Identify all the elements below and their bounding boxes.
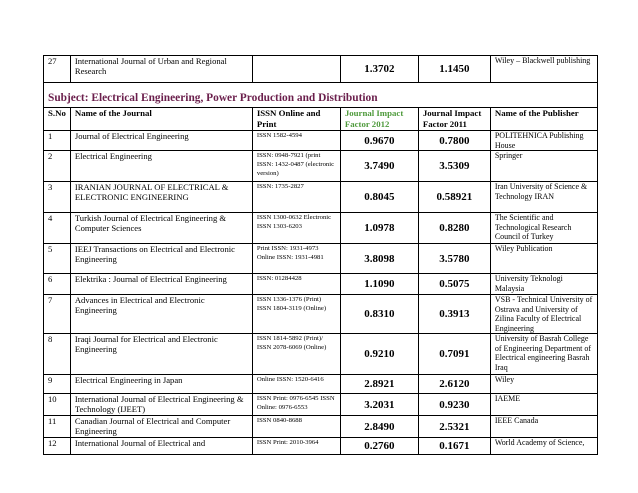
cell-issn [252,56,340,83]
cell-publisher: Iran University of Science & Technology IRAN [490,182,597,213]
cell-impact-2011: 0.7091 [418,334,490,375]
cell-journal-name: International Journal of Electrical Engineering & Technology (IJEET) [70,394,252,416]
cell-publisher: IEEE Canada [490,416,597,438]
cell-impact-2011: 0.1671 [418,438,490,455]
cell-issn: ISSN 0840-8688 [252,416,340,438]
cell-issn: Print ISSN: 1931-4973 Online ISSN: 1931-4981 [252,244,340,274]
cell-impact-2011: 2.5321 [418,416,490,438]
cell-publisher: The Scientific and Technological Research Council of Turkey [490,213,597,244]
cell-journal-name: Advances in Electrical and Electronic Engineering [70,295,252,334]
cell-issn: ISSN Print: 2010-3964 [252,438,340,455]
cell-publisher: VSB - Technical University of Ostrava and University of Zilina Faculty of Electrical Engineering [490,295,597,334]
cell-issn: ISSN 1300-0632 Electronic ISSN 1303-6203 [252,213,340,244]
cell-impact-2012: 2.8490 [340,416,418,438]
cell-publisher: University Teknologi Malaysia [490,274,597,295]
cell-sno: 1 [44,131,71,151]
cell-issn: ISSN 1336-1376 (Print) ISSN 1804-3119 (Online) [252,295,340,334]
cell-issn: ISSN Print: 0976-6545 ISSN Online: 0976-6553 [252,394,340,416]
cell-impact-2012: 1.1090 [340,274,418,295]
cell-impact-2011: 2.6120 [418,375,490,394]
cell-issn: Online ISSN: 1520-6416 [252,375,340,394]
cell-sno: 8 [44,334,71,375]
table-row [44,416,598,438]
cell-journal-name: IEEJ Transactions on Electrical and Electronic Engineering [70,244,252,274]
header-impact-2012: Journal Impact Factor 2012 [340,108,418,131]
cell-journal-name: Canadian Journal of Electrical and Computer Engineering [70,416,252,438]
cell-impact-2012: 3.8098 [340,244,418,274]
table-row [44,274,598,295]
header-publisher: Name of the Publisher [490,108,597,131]
cell-publisher: Wiley [490,375,597,394]
cell-impact-2012: 3.2031 [340,394,418,416]
cell-impact-2012: 3.7490 [340,151,418,182]
cell-impact-2011: 0.5075 [418,274,490,295]
cell-impact-2011: 3.5309 [418,151,490,182]
cell-impact-2011: 3.5780 [418,244,490,274]
cell-journal-name: Electrical Engineering in Japan [70,375,252,394]
cell-issn: ISSN: 0948-7921 (print ISSN: 1432-0487 (electronic version) [252,151,340,182]
cell-sno: 3 [44,182,71,213]
cell-issn: ISSN 1582-4594 [252,131,340,151]
cell-sno: 11 [44,416,71,438]
cell-publisher: Wiley Publication [490,244,597,274]
table-row [44,131,598,151]
subject-row [44,83,598,108]
cell-impact-2012: 0.8045 [340,182,418,213]
cell-impact-2012: 0.2760 [340,438,418,455]
cell-sno: 2 [44,151,71,182]
cell-issn: ISSN: 1735-2827 [252,182,340,213]
cell-journal-name: International Journal of Electrical and [70,438,252,455]
table-row [44,334,598,375]
header-impact-2011: Journal Impact Factor 2011 [418,108,490,131]
cell-impact-2012: 0.9670 [340,131,418,151]
table-row [44,394,598,416]
cell-sno: 5 [44,244,71,274]
cell-issn: ISSN 1814-5892 (Print)/ ISSN 2078-6069 (Online) [252,334,340,375]
cell-sno: 4 [44,213,71,244]
cell-sno: 12 [44,438,71,455]
cell-journal-name: Elektrika : Journal of Electrical Engineering [70,274,252,295]
cell-sno: 27 [44,56,71,83]
cell-impact-2012: 1.3702 [340,56,418,83]
cell-publisher: World Academy of Science, [490,438,597,455]
cell-impact-2012: 0.8310 [340,295,418,334]
cell-impact-2012: 1.0978 [340,213,418,244]
cell-sno: 10 [44,394,71,416]
cell-publisher: IAEME [490,394,597,416]
cell-journal-name: International Journal of Urban and Regional Research [70,56,252,83]
table-row [44,295,598,334]
header-row [44,108,598,131]
cell-impact-2012: 0.9210 [340,334,418,375]
table-row [44,438,598,455]
cell-impact-2012: 2.8921 [340,375,418,394]
subject-heading: Subject: Electrical Engineering, Power Production and Distribution [44,83,598,108]
cell-journal-name: Iraqi Journal for Electrical and Electronic Engineering [70,334,252,375]
header-issn: ISSN Online and Print [252,108,340,131]
cell-publisher: Springer [490,151,597,182]
cell-journal-name: Journal of Electrical Engineering [70,131,252,151]
table-row [44,56,598,83]
cell-impact-2011: 0.9230 [418,394,490,416]
table-row [44,151,598,182]
cell-sno: 7 [44,295,71,334]
cell-impact-2011: 1.1450 [418,56,490,83]
cell-publisher: University of Basrah College of Engineering Department of Electrical engineering Basrah Iraq [490,334,597,375]
cell-journal-name: Electrical Engineering [70,151,252,182]
cell-publisher: Wiley – Blackwell publishing [490,56,597,83]
table-row [44,244,598,274]
header-sno: S.No [44,108,71,131]
table-row [44,375,598,394]
table-row [44,182,598,213]
header-journal-name: Name of the Journal [70,108,252,131]
cell-impact-2011: 0.3913 [418,295,490,334]
cell-impact-2011: 0.7800 [418,131,490,151]
cell-impact-2011: 0.58921 [418,182,490,213]
cell-publisher: POLITEHNICA Publishing House [490,131,597,151]
cell-journal-name: IRANIAN JOURNAL OF ELECTRICAL & ELECTRONIC ENGINEERING [70,182,252,213]
cell-sno: 6 [44,274,71,295]
cell-journal-name: Turkish Journal of Electrical Engineering & Computer Sciences [70,213,252,244]
cell-sno: 9 [44,375,71,394]
journal-table [43,55,598,455]
table-row [44,213,598,244]
cell-issn: ISSN: 01284428 [252,274,340,295]
cell-impact-2011: 0.8280 [418,213,490,244]
